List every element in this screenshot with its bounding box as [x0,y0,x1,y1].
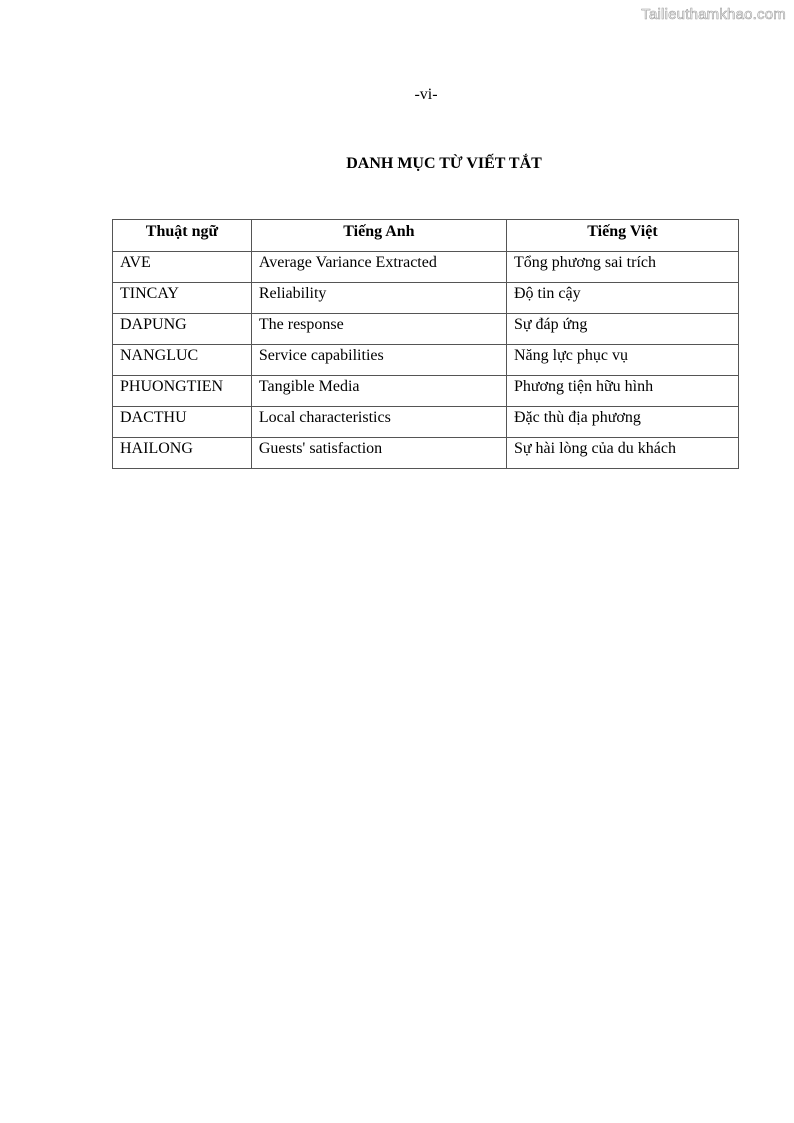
vietnamese-cell: Tổng phương sai trích [506,252,738,283]
table-row [113,345,739,376]
table-row [113,407,739,438]
table-row [113,283,739,314]
header-english: Tiếng Anh [251,220,506,252]
term-cell: HAILONG [113,438,252,469]
header-term: Thuật ngữ [113,220,252,252]
english-cell: Tangible Media [251,376,506,407]
table-row [113,252,739,283]
table-header-row [113,220,739,252]
english-cell: Guests' satisfaction [251,438,506,469]
watermark: Tailieuthamkhao.com [641,6,786,23]
page-number: -vi- [414,86,438,103]
vietnamese-cell: Đặc thù địa phương [506,407,738,438]
table-row [113,376,739,407]
table-row [113,438,739,469]
term-cell: AVE [113,252,252,283]
vietnamese-cell: Sự đáp ứng [506,314,738,345]
term-cell: PHUONGTIEN [113,376,252,407]
vietnamese-cell: Độ tin cậy [506,283,738,314]
vietnamese-cell: Năng lực phục vụ [506,345,738,376]
term-cell: DACTHU [113,407,252,438]
term-cell: TINCAY [113,283,252,314]
page-title: DANH MỤC TỪ VIẾT TẮT [346,155,542,172]
english-cell: Local characteristics [251,407,506,438]
vietnamese-cell: Phương tiện hữu hình [506,376,738,407]
english-cell: Service capabilities [251,345,506,376]
table-row [113,314,739,345]
english-cell: Average Variance Extracted [251,252,506,283]
english-cell: Reliability [251,283,506,314]
english-cell: The response [251,314,506,345]
term-cell: DAPUNG [113,314,252,345]
vietnamese-cell: Sự hài lòng của du khách [506,438,738,469]
term-cell: NANGLUC [113,345,252,376]
header-vietnamese: Tiếng Việt [506,220,738,252]
abbreviation-table [112,219,739,469]
